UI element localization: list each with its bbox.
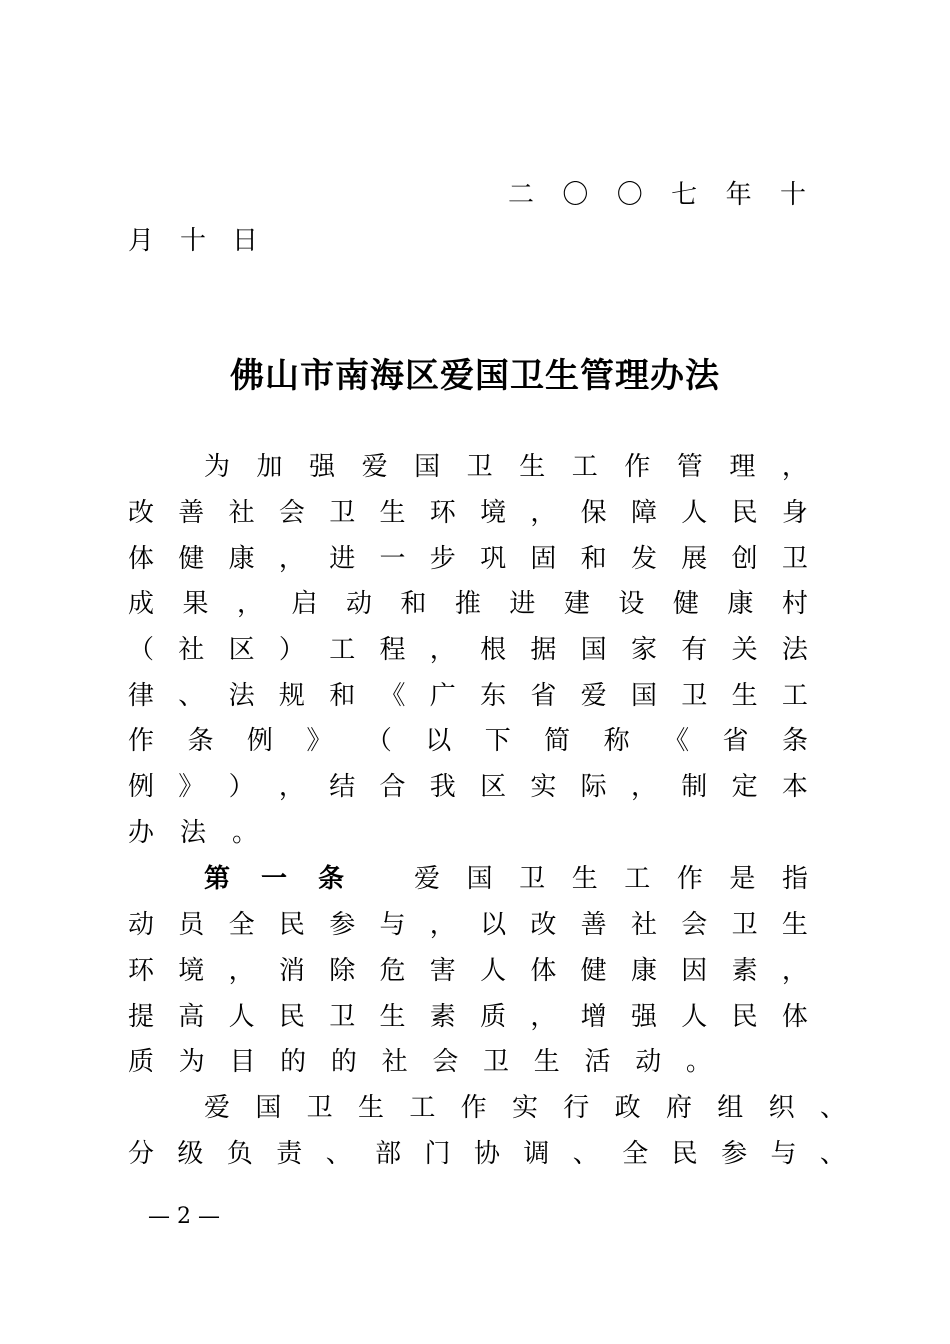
text-glyph: 提 (128, 1002, 155, 1032)
text-glyph: 东 (480, 681, 507, 711)
text-glyph: 进 (509, 589, 536, 619)
text-glyph: 加 (256, 452, 283, 482)
text-glyph: 《 (379, 681, 406, 711)
text-glyph: 分 (128, 1139, 155, 1169)
text-glyph: 改 (128, 498, 155, 528)
text-glyph: 生 (571, 864, 598, 894)
text-glyph: 〇 (616, 180, 643, 210)
text-glyph: 卫 (329, 498, 356, 528)
text-glyph: 建 (563, 589, 590, 619)
text-glyph: 卫 (483, 1047, 510, 1077)
text-glyph: 负 (226, 1139, 253, 1169)
date-line-2 (128, 218, 808, 264)
text-glyph: ， (530, 498, 557, 528)
text-glyph: 村 (781, 589, 808, 619)
preamble-line-8 (128, 764, 808, 810)
text-glyph: 人 (681, 498, 708, 528)
text-glyph: 动 (635, 1047, 662, 1077)
text-glyph: 责 (276, 1139, 303, 1169)
text-glyph: 民 (278, 910, 305, 940)
preamble-line-4 (128, 581, 808, 627)
text-glyph: 会 (432, 1047, 459, 1077)
text-glyph: ， (429, 635, 456, 665)
text-glyph: 民 (278, 1002, 305, 1032)
text-glyph: 年 (725, 180, 752, 210)
article-1-line-3 (128, 948, 808, 994)
text-glyph: 十 (779, 180, 806, 210)
text-glyph: 指 (781, 864, 808, 894)
text-glyph: 生 (781, 910, 808, 940)
text-glyph: 工 (571, 452, 598, 482)
text-glyph: 卫 (306, 1093, 333, 1123)
text-glyph: 卫 (731, 910, 758, 940)
text-glyph: 改 (530, 910, 557, 940)
text-glyph: 管 (676, 452, 703, 482)
article-1-first-line (204, 856, 808, 902)
text-glyph: 生 (379, 1002, 406, 1032)
text-glyph: 体 (530, 956, 557, 986)
text-glyph: 生 (533, 1047, 560, 1077)
text-glyph: 规 (278, 681, 305, 711)
text-glyph: 程 (379, 635, 406, 665)
text-glyph: 本 (781, 772, 808, 802)
article-1-line-5 (128, 1039, 712, 1085)
text-glyph: 社 (178, 635, 205, 665)
text-glyph: 家 (630, 635, 657, 665)
text-glyph: 法 (228, 681, 255, 711)
text-glyph: 步 (429, 544, 456, 574)
text-glyph: 质 (480, 1002, 507, 1032)
text-glyph: 例 (128, 772, 155, 802)
text-glyph: 例 (246, 726, 273, 756)
text-glyph: 民 (731, 1002, 758, 1032)
text-glyph: 动 (128, 910, 155, 940)
text-glyph: 省 (722, 726, 749, 756)
text-glyph: 民 (671, 1139, 698, 1169)
text-glyph: 生 (357, 1093, 384, 1123)
article-1-label (204, 856, 344, 902)
text-glyph: 巩 (480, 544, 507, 574)
text-glyph: 强 (309, 452, 336, 482)
text-glyph: 健 (580, 956, 607, 986)
text-glyph: 强 (630, 1002, 657, 1032)
text-glyph: 除 (329, 956, 356, 986)
text-glyph: 条 (317, 864, 344, 894)
text-glyph: 生 (731, 681, 758, 711)
text-glyph: 身 (781, 498, 808, 528)
text-glyph: 体 (781, 1002, 808, 1032)
text-glyph: 为 (178, 1047, 205, 1077)
text-glyph: 会 (681, 910, 708, 940)
text-glyph: 展 (681, 544, 708, 574)
text-glyph: 制 (681, 772, 708, 802)
text-glyph: 理 (729, 452, 756, 482)
text-glyph: ） (278, 635, 305, 665)
text-glyph: 发 (630, 544, 657, 574)
text-glyph: 际 (580, 772, 607, 802)
text-glyph: 广 (429, 681, 456, 711)
text-glyph: 进 (329, 544, 356, 574)
text-glyph: 卫 (329, 1002, 356, 1032)
text-glyph: 健 (672, 589, 699, 619)
preamble-line-5 (128, 627, 808, 673)
text-glyph: 爱 (361, 452, 388, 482)
text-glyph: 合 (379, 772, 406, 802)
text-glyph: 国 (580, 635, 607, 665)
text-glyph: 康 (228, 544, 255, 574)
text-glyph: 为 (204, 452, 231, 482)
text-glyph: 成 (128, 589, 155, 619)
text-glyph: 月 (128, 226, 155, 256)
text-glyph: 、 (325, 1139, 352, 1169)
text-glyph: 、 (819, 1093, 846, 1123)
text-glyph: （ (365, 726, 392, 756)
text-glyph: 我 (429, 772, 456, 802)
text-glyph: 以 (480, 910, 507, 940)
text-glyph: 境 (178, 956, 205, 986)
text-glyph: 启 (291, 589, 318, 619)
text-glyph: 生 (379, 498, 406, 528)
date-line-1 (508, 172, 806, 218)
text-glyph: 健 (178, 544, 205, 574)
text-glyph: 卫 (519, 864, 546, 894)
text-glyph: 国 (466, 864, 493, 894)
text-glyph: 员 (178, 910, 205, 940)
text-glyph: 政 (614, 1093, 641, 1123)
text-glyph: 增 (580, 1002, 607, 1032)
preamble-line-6 (128, 673, 808, 719)
text-glyph: 织 (768, 1093, 795, 1123)
text-glyph: 环 (128, 956, 155, 986)
text-glyph: 一 (379, 544, 406, 574)
text-glyph: 与 (770, 1139, 797, 1169)
text-glyph: 消 (278, 956, 305, 986)
article-1-line-2 (128, 902, 808, 948)
text-glyph: 社 (630, 910, 657, 940)
text-glyph: 民 (731, 498, 758, 528)
text-glyph: 二 (508, 180, 535, 210)
text-glyph: 社 (381, 1047, 408, 1077)
article-1-line-4 (128, 994, 808, 1040)
text-glyph: ， (781, 452, 808, 482)
text-glyph: 的 (330, 1047, 357, 1077)
text-glyph: 法 (781, 635, 808, 665)
text-glyph: ） (228, 772, 255, 802)
text-glyph: 七 (671, 180, 698, 210)
text-glyph: 工 (329, 635, 356, 665)
text-glyph: 善 (178, 498, 205, 528)
text-glyph: 害 (429, 956, 456, 986)
text-glyph: 与 (379, 910, 406, 940)
text-glyph: 。 (232, 818, 259, 848)
text-glyph: 〇 (562, 180, 589, 210)
text-glyph: 卫 (681, 681, 708, 711)
text-glyph: 日 (232, 226, 259, 256)
text-glyph: ， (429, 910, 456, 940)
text-glyph: 生 (519, 452, 546, 482)
text-glyph: 果 (182, 589, 209, 619)
text-glyph: ， (630, 772, 657, 802)
text-glyph: 据 (530, 635, 557, 665)
text-glyph: 参 (329, 910, 356, 940)
text-glyph: 部 (375, 1139, 402, 1169)
text-glyph: 卫 (466, 452, 493, 482)
text-glyph: 省 (530, 681, 557, 711)
text-glyph: 根 (480, 635, 507, 665)
text-glyph: ， (228, 956, 255, 986)
text-glyph: 十 (180, 226, 207, 256)
page-number: — 2 — (148, 1204, 220, 1229)
preamble-line-2 (128, 490, 808, 536)
text-glyph: 是 (729, 864, 756, 894)
text-glyph: 高 (178, 1002, 205, 1032)
text-glyph: 工 (409, 1093, 436, 1123)
text-glyph: 危 (379, 956, 406, 986)
text-glyph: 区 (228, 635, 255, 665)
text-glyph: 参 (721, 1139, 748, 1169)
text-glyph: 关 (731, 635, 758, 665)
text-glyph: 推 (454, 589, 481, 619)
text-glyph: 设 (618, 589, 645, 619)
text-glyph: 实 (530, 772, 557, 802)
text-glyph: ， (236, 589, 263, 619)
text-glyph: 素 (429, 1002, 456, 1032)
text-glyph: 动 (345, 589, 372, 619)
text-glyph: 第 (204, 864, 231, 894)
text-glyph: ， (781, 956, 808, 986)
text-glyph: 素 (731, 956, 758, 986)
text-glyph: 和 (329, 681, 356, 711)
text-glyph: ， (278, 544, 305, 574)
text-glyph: 结 (329, 772, 356, 802)
text-glyph: 活 (584, 1047, 611, 1077)
text-glyph: 简 (544, 726, 571, 756)
text-glyph: 一 (260, 864, 287, 894)
text-glyph: 爱 (414, 864, 441, 894)
text-glyph: 固 (530, 544, 557, 574)
text-glyph: 创 (731, 544, 758, 574)
text-glyph: 爱 (580, 681, 607, 711)
text-glyph: 人 (480, 956, 507, 986)
text-glyph: 协 (473, 1139, 500, 1169)
text-glyph: 障 (630, 498, 657, 528)
text-glyph: 境 (480, 498, 507, 528)
text-glyph: 国 (255, 1093, 282, 1123)
text-glyph: 、 (819, 1139, 846, 1169)
document-title: 佛山市南海区爱国卫生管理办法 (230, 356, 720, 396)
text-glyph: 国 (414, 452, 441, 482)
text-glyph: 称 (603, 726, 630, 756)
text-glyph: 爱 (204, 1093, 231, 1123)
text-glyph: 组 (717, 1093, 744, 1123)
text-glyph: 康 (630, 956, 657, 986)
text-glyph: 因 (681, 956, 708, 986)
text-glyph: 目 (229, 1047, 256, 1077)
text-glyph: 全 (228, 910, 255, 940)
paragraph-2-line-2 (128, 1131, 846, 1177)
text-glyph: 国 (630, 681, 657, 711)
text-glyph: 条 (187, 726, 214, 756)
text-glyph: 会 (278, 498, 305, 528)
text-glyph: 作 (128, 726, 155, 756)
text-glyph: 律 (128, 681, 155, 711)
text-glyph: 卫 (781, 544, 808, 574)
text-glyph: 工 (624, 864, 651, 894)
text-glyph: 级 (177, 1139, 204, 1169)
text-glyph: 和 (580, 544, 607, 574)
text-glyph: 体 (128, 544, 155, 574)
text-glyph: 实 (511, 1093, 538, 1123)
text-glyph: 行 (563, 1093, 590, 1123)
text-glyph: ， (278, 772, 305, 802)
text-glyph: （ (128, 635, 155, 665)
text-glyph: 》 (178, 772, 205, 802)
text-glyph: 条 (781, 726, 808, 756)
text-glyph: 府 (665, 1093, 692, 1123)
text-glyph: 和 (400, 589, 427, 619)
text-glyph: 《 (663, 726, 690, 756)
text-glyph: 社 (228, 498, 255, 528)
paragraph-2-line-1 (204, 1085, 846, 1131)
preamble-line-3 (128, 536, 808, 582)
text-glyph: 环 (429, 498, 456, 528)
text-glyph: 法 (180, 818, 207, 848)
text-glyph: 》 (306, 726, 333, 756)
preamble-line-9 (128, 810, 808, 856)
text-glyph: 以 (425, 726, 452, 756)
text-glyph: 作 (676, 864, 703, 894)
text-glyph: 人 (228, 1002, 255, 1032)
text-glyph: 调 (523, 1139, 550, 1169)
text-glyph: 的 (280, 1047, 307, 1077)
text-glyph: 办 (128, 818, 155, 848)
article-1-first-text (414, 856, 808, 902)
text-glyph: 作 (460, 1093, 487, 1123)
text-glyph: 工 (781, 681, 808, 711)
text-glyph: 有 (681, 635, 708, 665)
text-glyph: 作 (624, 452, 651, 482)
text-glyph: 康 (727, 589, 754, 619)
text-glyph: 。 (685, 1047, 712, 1077)
text-glyph: 、 (178, 681, 205, 711)
text-glyph: 保 (580, 498, 607, 528)
text-glyph: 人 (681, 1002, 708, 1032)
text-glyph: 质 (128, 1047, 155, 1077)
preamble-line-7 (128, 718, 808, 764)
text-glyph: 下 (484, 726, 511, 756)
text-glyph: 、 (572, 1139, 599, 1169)
text-glyph: 区 (480, 772, 507, 802)
text-glyph: 门 (424, 1139, 451, 1169)
text-glyph: 善 (580, 910, 607, 940)
text-glyph: 定 (731, 772, 758, 802)
text-glyph: ， (530, 1002, 557, 1032)
preamble-line-1 (204, 444, 808, 490)
text-glyph: 全 (622, 1139, 649, 1169)
